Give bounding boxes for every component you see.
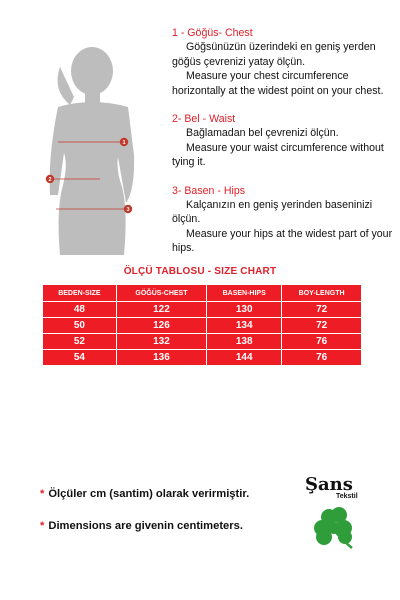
cell-size: 48: [43, 302, 117, 318]
table-row: [43, 318, 362, 334]
waist-text-en: Measure your waist circumference without tying it.: [172, 141, 384, 169]
cell-size: 54: [43, 350, 117, 366]
clover-logo-icon: [312, 504, 360, 552]
header-length: BOY-LENGTH: [282, 285, 362, 302]
note-turkish-text: Ölçüler cm (santim) olarak verirmiştir.: [48, 488, 250, 500]
silhouette-torso: [50, 102, 134, 255]
cell-length: 76: [282, 334, 362, 350]
hips-text-en: Measure your hips at the widest part of your hips.: [172, 227, 393, 255]
waist-instruction: [172, 112, 394, 170]
brand-subtitle: Tekstil: [336, 493, 358, 500]
measurement-instructions: [172, 26, 394, 270]
header-chest: GÖĞÜS-CHEST: [116, 285, 206, 302]
chest-instruction: [172, 26, 394, 98]
note-asterisk: *: [40, 520, 45, 532]
size-chart-table: [42, 284, 362, 366]
cell-hips: 134: [207, 318, 282, 334]
cell-chest: 136: [116, 350, 206, 366]
cell-size: 52: [43, 334, 117, 350]
cell-length: 76: [282, 350, 362, 366]
waist-marker-label: 2: [48, 177, 52, 183]
waist-title: 2- Bel - Waist: [172, 113, 236, 126]
cell-hips: 144: [207, 350, 282, 366]
waist-text-tr: Bağlamadan bel çevrenizi ölçün.: [186, 127, 339, 140]
note-english: [40, 520, 243, 532]
hips-marker-label: 3: [126, 207, 130, 213]
header-hips: BASEN-HIPS: [207, 285, 282, 302]
size-chart-title: ÖLÇÜ TABLOSU - SIZE CHART: [123, 266, 277, 277]
cell-length: 72: [282, 318, 362, 334]
chest-text-tr: Göğsünüzün üzerindeki en geniş yerden göğüs çevrenizi yatay ölçün.: [172, 41, 376, 68]
hips-instruction: [172, 184, 394, 256]
brand-name: Şans: [305, 474, 353, 495]
header-size: BEDEN-SIZE: [43, 285, 117, 302]
hips-text-tr: Kalçanızın en geniş yerinden baseninizi ölçün.: [172, 199, 373, 226]
note-turkish: [40, 488, 249, 500]
cell-chest: 126: [116, 318, 206, 334]
silhouette-head: [71, 47, 113, 95]
note-asterisk: *: [40, 488, 45, 500]
table-header-row: [43, 285, 362, 302]
note-english-text: Dimensions are givenin centimeters.: [48, 520, 243, 532]
cell-size: 50: [43, 318, 117, 334]
chest-title: 1 - Göğüs- Chest: [172, 27, 253, 39]
table-row: [43, 350, 362, 366]
cell-chest: 122: [116, 302, 206, 318]
chest-text-en: Measure your chest circumference horizontally at the widest point on your chest.: [172, 70, 384, 97]
cell-length: 72: [282, 302, 362, 318]
hips-title: 3- Basen - Hips: [172, 184, 246, 197]
table-row: [43, 302, 362, 318]
chest-marker-label: 1: [122, 140, 126, 146]
body-silhouette: [30, 45, 160, 255]
cell-hips: 130: [207, 302, 282, 318]
cell-chest: 132: [116, 334, 206, 350]
cell-hips: 138: [207, 334, 282, 350]
table-row: [43, 334, 362, 350]
